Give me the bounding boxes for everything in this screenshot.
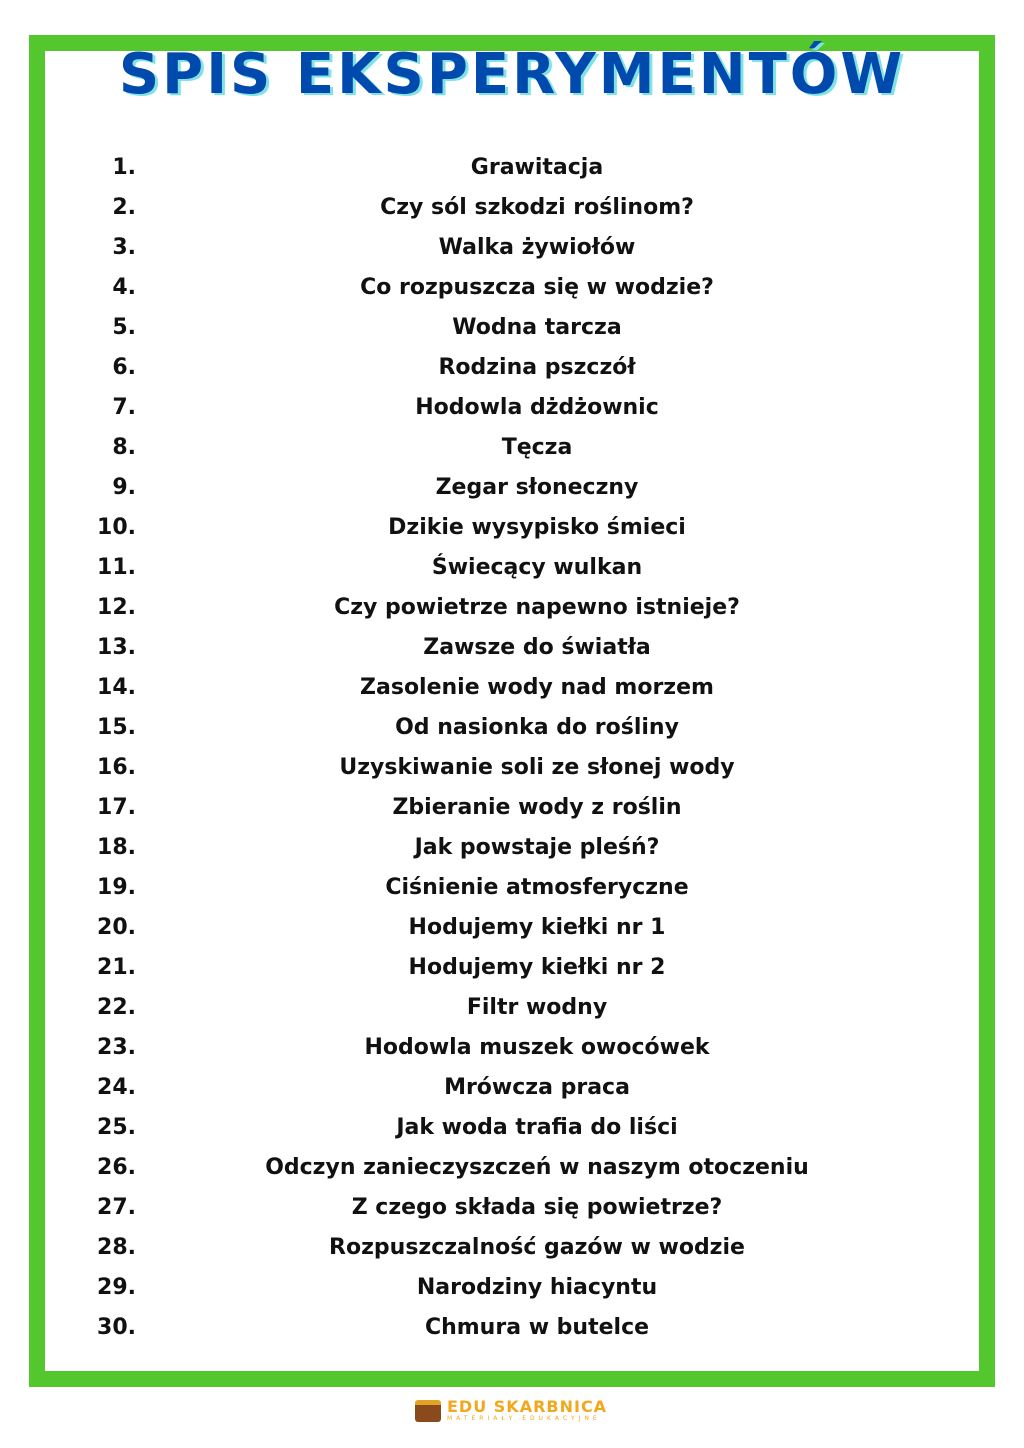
- list-item: [0, 275, 1024, 315]
- list-item: [0, 1275, 1024, 1315]
- item-number: 23.: [97, 1035, 136, 1060]
- item-name: Uzyskiwanie soli ze słonej wody: [339, 755, 735, 780]
- list-item: [0, 795, 1024, 835]
- list-item: [0, 1075, 1024, 1115]
- item-number: 17.: [97, 795, 136, 820]
- item-name: Rozpuszczalność gazów w wodzie: [329, 1235, 745, 1260]
- list-item: [0, 835, 1024, 875]
- item-number: 3.: [112, 235, 136, 260]
- item-name: Tęcza: [501, 435, 573, 460]
- item-name: Ciśnienie atmosferyczne: [385, 875, 689, 900]
- item-number: 4.: [112, 275, 136, 300]
- list-item: [0, 635, 1024, 675]
- item-number: 5.: [112, 315, 136, 340]
- list-item: [0, 675, 1024, 715]
- item-number: 21.: [97, 955, 136, 980]
- list-item: [0, 595, 1024, 635]
- item-number: 28.: [97, 1235, 136, 1260]
- item-name: Hodujemy kiełki nr 1: [408, 915, 666, 940]
- item-name: Jak woda trafia do liści: [396, 1115, 678, 1140]
- item-name: Świecący wulkan: [431, 555, 643, 580]
- item-name: Filtr wodny: [466, 995, 608, 1020]
- item-number: 29.: [97, 1275, 136, 1300]
- list-item: [0, 475, 1024, 515]
- item-number: 2.: [112, 195, 136, 220]
- item-number: 6.: [112, 355, 136, 380]
- item-number: 30.: [97, 1315, 136, 1340]
- list-item: [0, 555, 1024, 595]
- item-number: 27.: [97, 1195, 136, 1220]
- item-number: 22.: [97, 995, 136, 1020]
- item-name: Zawsze do światła: [423, 635, 651, 660]
- item-number: 26.: [97, 1155, 136, 1180]
- list-item: [0, 715, 1024, 755]
- list-item: [0, 955, 1024, 995]
- treasure-chest-icon: [415, 1400, 441, 1422]
- list-item: [0, 515, 1024, 555]
- item-number: 18.: [97, 835, 136, 860]
- list-item: [0, 875, 1024, 915]
- list-item: [0, 155, 1024, 195]
- item-number: 16.: [97, 755, 136, 780]
- item-number: 7.: [112, 395, 136, 420]
- item-number: 15.: [97, 715, 136, 740]
- item-number: 11.: [97, 555, 136, 580]
- item-number: 1.: [112, 155, 136, 180]
- item-name: Grawitacja: [470, 155, 604, 180]
- item-number: 12.: [97, 595, 136, 620]
- item-number: 25.: [97, 1115, 136, 1140]
- list-item: [0, 1035, 1024, 1075]
- list-item: [0, 235, 1024, 275]
- item-name: Zbieranie wody z roślin: [392, 795, 682, 820]
- list-item: [0, 195, 1024, 235]
- list-item: [0, 1195, 1024, 1235]
- list-item: [0, 1235, 1024, 1275]
- item-number: 24.: [97, 1075, 136, 1100]
- item-number: 8.: [112, 435, 136, 460]
- item-name: Jak powstaje pleśń?: [414, 835, 660, 860]
- page-title: SPIS EKSPERYMENTÓW: [118, 42, 906, 107]
- item-name: Narodziny hiacyntu: [416, 1275, 658, 1300]
- logo: [415, 1396, 607, 1426]
- item-name: Zasolenie wody nad morzem: [360, 675, 714, 700]
- item-number: 20.: [97, 915, 136, 940]
- list-item: [0, 1315, 1024, 1355]
- item-number: 14.: [97, 675, 136, 700]
- item-number: 19.: [97, 875, 136, 900]
- list-item: [0, 915, 1024, 955]
- item-name: Walka żywiołów: [438, 235, 636, 260]
- list-item: [0, 755, 1024, 795]
- list-item: [0, 1155, 1024, 1195]
- item-number: 10.: [97, 515, 136, 540]
- item-name: Czy powietrze napewno istnieje?: [334, 595, 740, 620]
- list-item: [0, 355, 1024, 395]
- item-name: Hodowla muszek owocówek: [364, 1035, 710, 1060]
- logo-tagline: MATERIAŁY EDUKACYJNE: [447, 1415, 601, 1422]
- item-name: Mrówcza praca: [444, 1075, 630, 1100]
- list-item: [0, 315, 1024, 355]
- item-name: Wodna tarcza: [452, 315, 622, 340]
- list-item: [0, 1115, 1024, 1155]
- item-name: Hodowla dżdżownic: [415, 395, 659, 420]
- item-name: Co rozpuszcza się w wodzie?: [360, 275, 714, 300]
- item-name: Z czego składa się powietrze?: [351, 1195, 723, 1220]
- item-name: Czy sól szkodzi roślinom?: [380, 195, 694, 220]
- item-name: Odczyn zanieczyszczeń w naszym otoczeniu: [265, 1155, 809, 1180]
- item-number: 13.: [97, 635, 136, 660]
- list-item: [0, 395, 1024, 435]
- item-name: Dzikie wysypisko śmieci: [388, 515, 686, 540]
- item-name: Rodzina pszczół: [438, 355, 636, 380]
- item-name: Od nasionka do rośliny: [395, 715, 679, 740]
- logo-name: EDU SKARBNICA: [447, 1397, 608, 1416]
- item-number: 9.: [112, 475, 136, 500]
- item-name: Hodujemy kiełki nr 2: [408, 955, 666, 980]
- item-name: Chmura w butelce: [424, 1315, 650, 1340]
- item-name: Zegar słoneczny: [435, 475, 639, 500]
- list-item: [0, 435, 1024, 475]
- list-item: [0, 995, 1024, 1035]
